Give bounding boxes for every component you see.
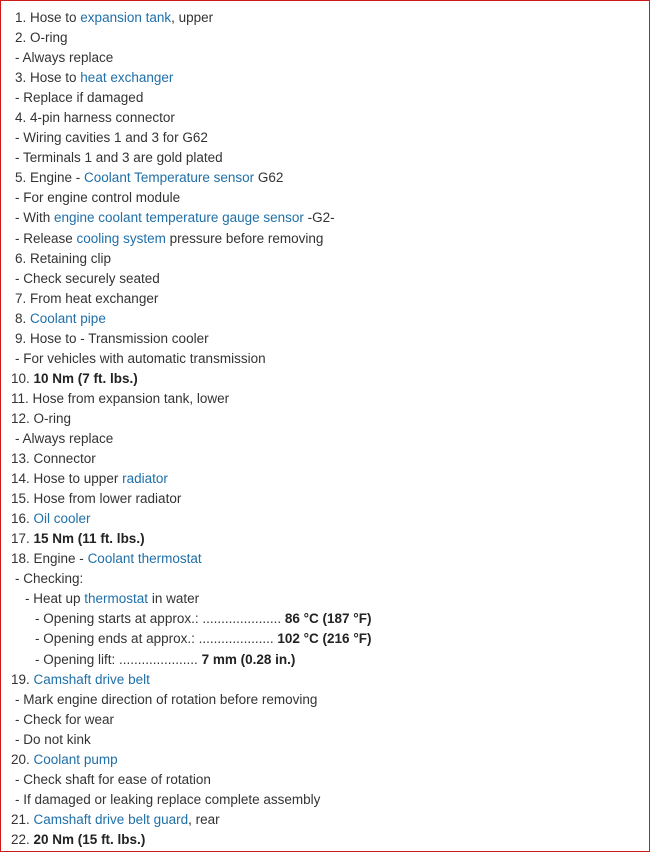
legend-text: 21. bbox=[11, 811, 34, 827]
legend-subitem bbox=[15, 88, 639, 108]
cross-reference-link[interactable]: Camshaft drive belt bbox=[33, 671, 150, 687]
cross-reference-link[interactable]: expansion tank bbox=[80, 10, 172, 25]
torque-spec-value: 15 Nm (11 ft. lbs.) bbox=[33, 531, 145, 547]
legend-text: 14. Hose to upper bbox=[11, 471, 123, 487]
legend-subitem bbox=[15, 589, 639, 609]
legend-text: 10. bbox=[11, 370, 34, 386]
legend-text: - With bbox=[15, 210, 54, 226]
legend-subitem bbox=[15, 188, 639, 208]
legend-text: 9. Hose to - Transmission cooler bbox=[15, 330, 209, 346]
legend-item bbox=[11, 549, 639, 569]
legend-subitem bbox=[15, 710, 639, 730]
cross-reference-link[interactable]: Coolant thermostat bbox=[87, 551, 202, 567]
legend-text: - If damaged or leaking replace complete assembly bbox=[15, 791, 321, 807]
cross-reference-link[interactable]: Coolant pipe bbox=[30, 310, 106, 326]
cross-reference-link[interactable]: Coolant Temperature sensor bbox=[84, 170, 255, 186]
legend-subitem bbox=[15, 730, 639, 750]
legend-text: - Replace if damaged bbox=[15, 90, 144, 106]
legend-subitem bbox=[15, 208, 639, 228]
legend-text: 22. bbox=[11, 831, 34, 847]
legend-subitem bbox=[15, 48, 639, 68]
legend-text: - For vehicles with automatic transmission bbox=[15, 350, 266, 366]
cross-reference-link[interactable]: Oil cooler bbox=[33, 511, 91, 527]
legend-text: 16. bbox=[11, 511, 34, 527]
torque-spec-value: 20 Nm (15 ft. lbs.) bbox=[33, 831, 146, 847]
legend-subitem bbox=[15, 349, 639, 369]
legend-text: - Opening starts at approx.: ..................... bbox=[35, 611, 285, 627]
torque-spec-value: 86 °C (187 °F) bbox=[284, 611, 372, 627]
legend-subitem bbox=[15, 770, 639, 790]
legend-item bbox=[15, 309, 639, 329]
legend-text: 2. O-ring bbox=[15, 30, 68, 46]
torque-spec-value: 7 mm (0.28 in.) bbox=[201, 651, 296, 667]
legend-subitem bbox=[15, 128, 639, 148]
legend-text: pressure before removing bbox=[165, 230, 324, 246]
legend-item bbox=[11, 529, 639, 549]
legend-text: - Opening ends at approx.: .................... bbox=[35, 631, 278, 647]
legend-item bbox=[11, 469, 639, 489]
legend-text: - Do not kink bbox=[15, 731, 91, 747]
legend-text: , rear bbox=[188, 811, 220, 827]
legend-subitem bbox=[15, 569, 639, 589]
legend-text: 13. Connector bbox=[11, 451, 96, 467]
legend-text: 11. Hose from expansion tank, lower bbox=[11, 390, 230, 406]
legend-text: 19. bbox=[11, 671, 34, 687]
legend-item bbox=[11, 830, 639, 850]
torque-spec-value: 10 Nm (7 ft. lbs.) bbox=[33, 370, 138, 386]
cross-reference-link[interactable]: Coolant pump bbox=[33, 751, 118, 767]
legend-item bbox=[15, 28, 639, 48]
legend-item bbox=[15, 329, 639, 349]
legend-text: -G2- bbox=[303, 210, 335, 226]
legend-text: 6. Retaining clip bbox=[15, 250, 112, 266]
legend-item bbox=[15, 289, 639, 309]
torque-spec-value: 102 °C (216 °F) bbox=[277, 631, 372, 647]
legend-subitem bbox=[15, 650, 639, 670]
legend-text: - Terminals 1 and 3 are gold plated bbox=[15, 150, 223, 166]
legend-subitem bbox=[15, 609, 639, 629]
legend-item bbox=[15, 68, 639, 88]
legend-text: 8. bbox=[15, 310, 31, 326]
legend-text: 15. Hose from lower radiator bbox=[11, 491, 182, 507]
legend-text: 4. 4-pin harness connector bbox=[15, 110, 175, 126]
legend-item bbox=[11, 389, 639, 409]
legend-subitem bbox=[15, 790, 639, 810]
legend-text: 12. O-ring bbox=[11, 410, 72, 426]
legend-text: 3. Hose to bbox=[15, 70, 81, 86]
legend-text: , upper bbox=[171, 10, 214, 25]
cross-reference-link[interactable]: thermostat bbox=[84, 591, 149, 607]
legend-item bbox=[11, 670, 639, 690]
legend-subitem bbox=[15, 690, 639, 710]
legend-item bbox=[11, 409, 639, 429]
legend-subitem bbox=[15, 629, 639, 649]
legend-text: 1. Hose to bbox=[15, 10, 81, 25]
legend-item bbox=[11, 509, 639, 529]
cross-reference-link[interactable]: radiator bbox=[122, 471, 168, 487]
legend-text: 20. bbox=[11, 751, 34, 767]
legend-item bbox=[15, 8, 639, 28]
legend-text: 17. bbox=[11, 531, 34, 547]
cross-reference-link[interactable]: engine coolant temperature gauge sensor bbox=[54, 210, 304, 226]
legend-item bbox=[15, 168, 639, 188]
legend-item bbox=[11, 750, 639, 770]
cross-reference-link[interactable]: cooling system bbox=[76, 230, 166, 246]
legend-text: - Check securely seated bbox=[15, 270, 160, 286]
legend-text: - Checking: bbox=[15, 571, 84, 587]
legend-text: - Wiring cavities 1 and 3 for G62 bbox=[15, 130, 208, 146]
legend-subitem bbox=[15, 148, 639, 168]
legend-text: 18. Engine - bbox=[11, 551, 88, 567]
legend-text: 7. From heat exchanger bbox=[15, 290, 159, 306]
legend-text: - Opening lift: ..................... bbox=[35, 651, 202, 667]
legend-text: - Always replace bbox=[15, 430, 114, 446]
legend-item bbox=[11, 810, 639, 830]
legend-item bbox=[11, 489, 639, 509]
legend-item bbox=[11, 449, 639, 469]
legend-text: in water bbox=[148, 591, 200, 607]
legend-text: 5. Engine - bbox=[15, 170, 85, 186]
cross-reference-link[interactable]: Camshaft drive belt guard bbox=[33, 811, 189, 827]
legend-subitem bbox=[15, 429, 639, 449]
legend-subitem bbox=[15, 269, 639, 289]
legend-subitem bbox=[15, 229, 639, 249]
legend-item bbox=[11, 369, 639, 389]
legend-text: - For engine control module bbox=[15, 190, 181, 206]
legend-text: - Release bbox=[15, 230, 77, 246]
legend-text: - Always replace bbox=[15, 50, 114, 66]
legend-text: - Heat up bbox=[25, 591, 85, 607]
legend-item bbox=[15, 249, 639, 269]
cross-reference-link[interactable]: heat exchanger bbox=[80, 70, 174, 86]
parts-legend-list bbox=[11, 8, 639, 850]
legend-text: - Check shaft for ease of rotation bbox=[15, 771, 211, 787]
legend-text: - Mark engine direction of rotation before removing bbox=[15, 691, 318, 707]
legend-item bbox=[15, 108, 639, 128]
legend-text: G62 bbox=[254, 170, 284, 186]
legend-text: - Check for wear bbox=[15, 711, 115, 727]
